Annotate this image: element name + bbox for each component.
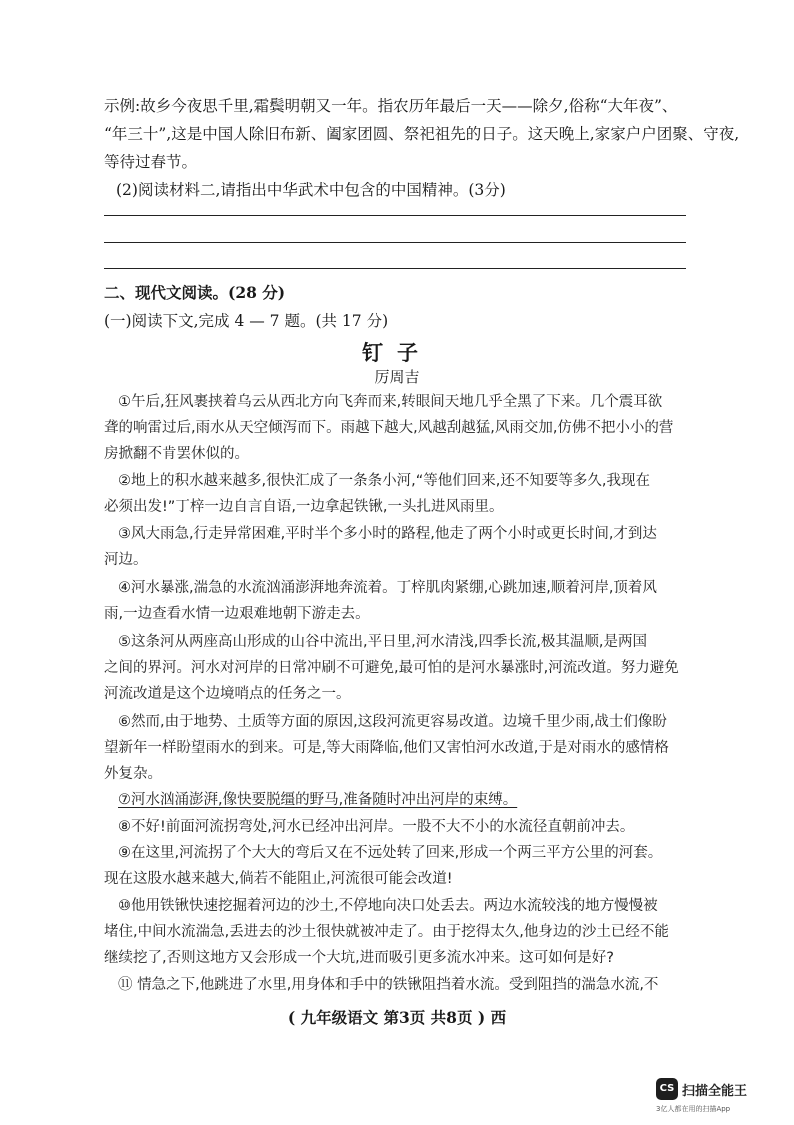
article-line-14: 望新年一样盼望雨水的到来。可是,等大雨降临,他们又害怕河水改道,于是对雨水的感情格 — [104, 740, 669, 756]
camscanner-logo-icon: CS — [656, 1078, 678, 1100]
article-line-18: ⑨在这里,河流拐了个大大的弯后又在不远处转了回来,形成一个两三平方公里的河套。 — [118, 845, 663, 861]
material-example-line-2: “年三十”,这是中国人除旧布新、阖家团圆、祭祀祖先的日子。这天晚上,家家户户团聚、守夜, — [104, 125, 740, 143]
article-line-15: 外复杂。 — [104, 766, 162, 782]
subsection-title: (一)阅读下文,完成 4 — 7 题。(共 17 分) — [104, 312, 389, 330]
article-line-3: 房掀翻不肯罢休似的。 — [104, 446, 249, 462]
article-title: 钉子 — [362, 340, 432, 365]
material-example-line-1: 示例:故乡今夜思千里,霜鬓明朝又一年。指农历年最后一天——除夕,俗称“大年夜”、 — [104, 97, 678, 115]
article-line-12: 河流改道是这个边境哨点的任务之一。 — [104, 686, 351, 702]
article-line-19: 现在这股水越来越大,倘若不能阻止,河流很可能会改道! — [104, 871, 453, 887]
article-line-21: 堵住,中间水流湍急,丢进去的沙土很快就被冲走了。由于挖得太久,他身边的沙土已经不能 — [104, 924, 669, 940]
answer-line-3 — [104, 268, 686, 269]
article-line-1: ①午后,狂风裹挟着乌云从西北方向飞奔而来,转眼间天地几乎全黑了下来。几个震耳欲 — [118, 394, 663, 410]
question-2: (2)阅读材料二,请指出中华武术中包含的中国精神。(3分) — [116, 181, 506, 199]
answer-line-1 — [104, 215, 686, 216]
article-line-4: ②地上的积水越来越多,很快汇成了一条条小河,“等他们回来,还不知要等多久,我现在 — [118, 473, 650, 489]
article-line-8: ④河水暴涨,湍急的水流汹涌澎湃地奔流着。丁梓肌肉紧绷,心跳加速,顺着河岸,顶着风 — [118, 580, 657, 596]
article-author: 厉周吉 — [374, 368, 420, 386]
article-line-5: 必须出发!”丁梓一边自言自语,一边拿起铁锹,一头扎进风雨里。 — [104, 499, 504, 515]
answer-line-2 — [104, 242, 686, 243]
watermark-subtitle: 3亿人都在用的扫描App — [656, 1105, 731, 1113]
article-line-13: ⑥然而,由于地势、土质等方面的原因,这段河流更容易改道。边境千里少雨,战士们像盼 — [118, 714, 667, 730]
article-line-10: ⑤这条河从两座高山形成的山谷中流出,平日里,河水清浅,四季长流,极其温顺,是两国 — [118, 634, 648, 650]
article-line-23: ⑪ 情急之下,他跳进了水里,用身体和手中的铁锹阻挡着水流。受到阻挡的湍急水流,不 — [118, 977, 659, 993]
article-line-17: ⑧不好!前面河流拐弯处,河水已经冲出河岸。一股不大不小的水流径直朝前冲去。 — [118, 819, 635, 835]
scanner-watermark — [656, 1078, 784, 1118]
article-line-9: 雨,一边查看水情一边艰难地朝下游走去。 — [104, 606, 370, 622]
article-line-7: 河边。 — [104, 552, 148, 568]
section-title: 二、现代文阅读。(28 分) — [104, 283, 286, 302]
watermark-name: 扫描全能王 — [682, 1084, 748, 1099]
article-line-22: 继续挖了,否则这地方又会形成一个大坑,进而吸引更多流水冲来。这可如何是好? — [104, 950, 614, 966]
article-line-20: ⑩他用铁锹快速挖掘着河边的沙土,不停地向决口处丢去。两边水流较浅的地方慢慢被 — [118, 898, 658, 914]
article-line-6: ③风大雨急,行走异常困难,平时半个多小时的路程,他走了两个小时或更长时间,才到达 — [118, 526, 657, 542]
material-example-line-3: 等待过春节。 — [104, 153, 198, 171]
article-line-16-underlined: ⑦河水汹涌澎湃,像快要脱缰的野马,准备随时冲出河岸的束缚。 — [118, 792, 518, 808]
page-footer: ( 九年级语文 第3页 共8页 ) 西 — [287, 1008, 507, 1027]
article-line-11: 之间的界河。河水对河岸的日常冲刷不可避免,最可怕的是河水暴涨时,河流改道。努力避免 — [104, 660, 679, 676]
article-line-2: 聋的响雷过后,雨水从天空倾泻而下。雨越下越大,风越刮越猛,风雨交加,仿佛不把小小的营 — [104, 420, 674, 436]
